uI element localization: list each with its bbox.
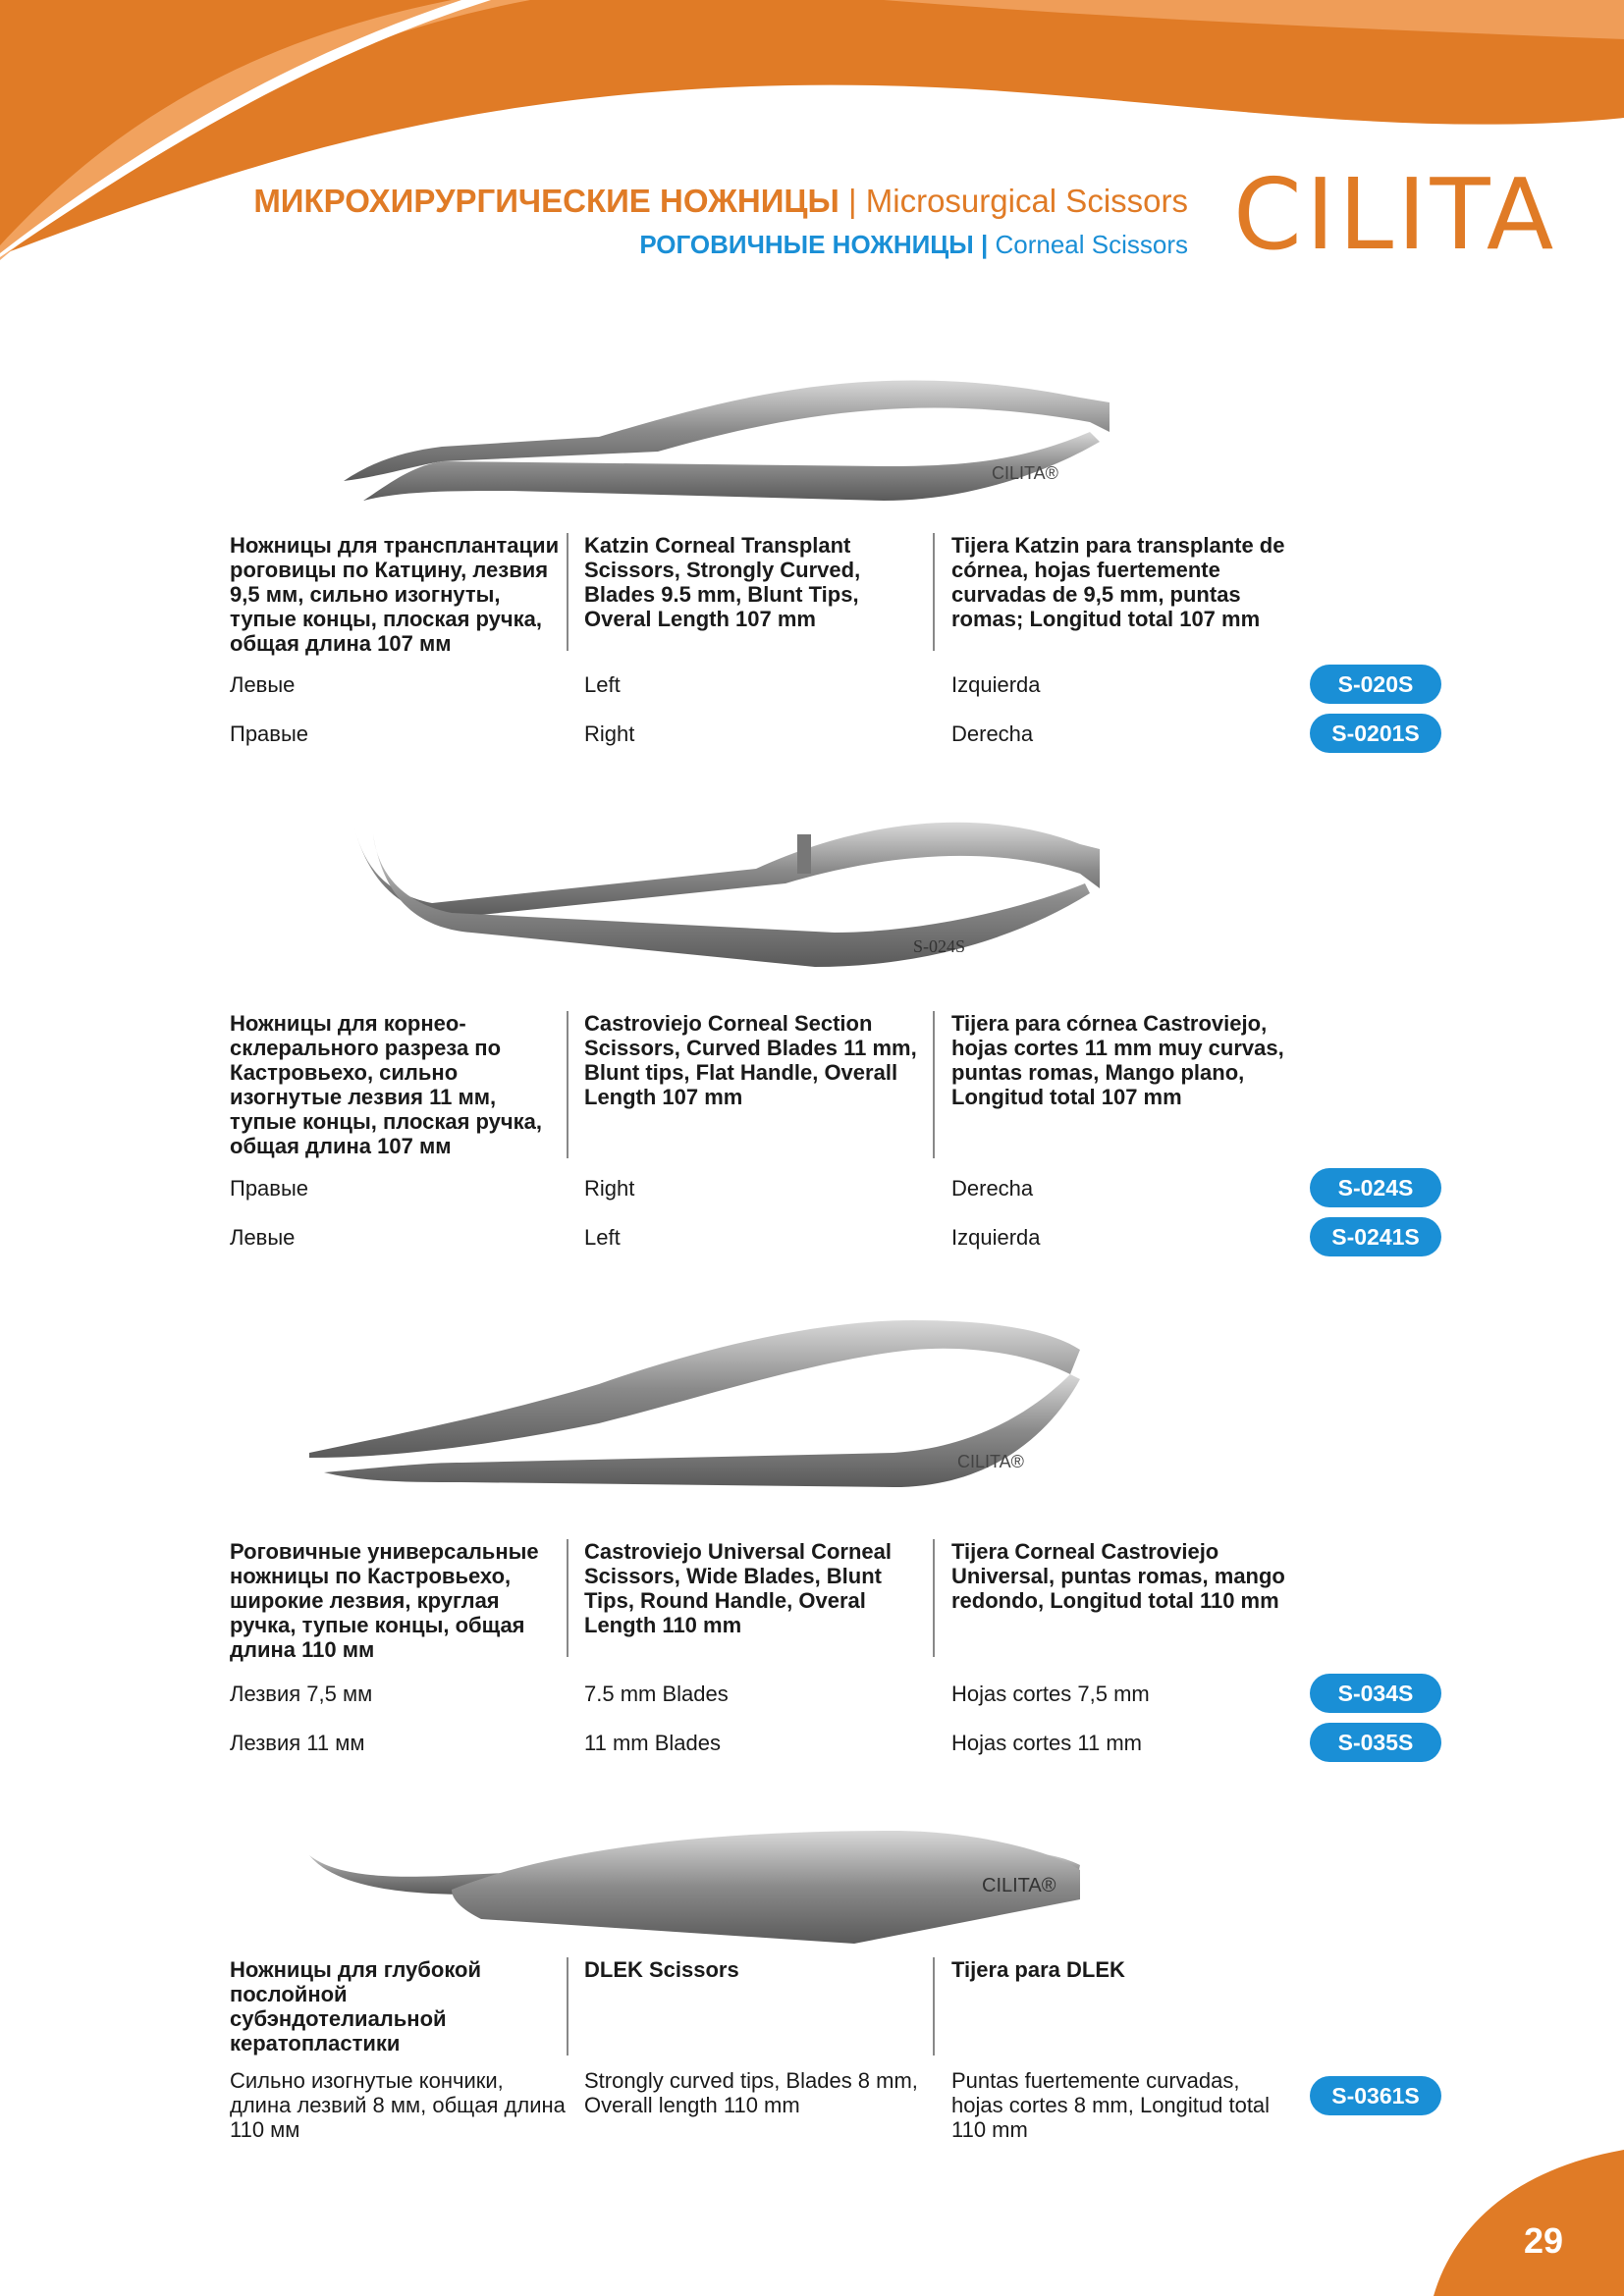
variant-row <box>0 1217 1624 1256</box>
variant-es: Derecha <box>951 721 1034 746</box>
desc-en: Katzin Corneal Transplant Scissors, Strongly Curved, Blades 9.5 mm, Blunt Tips, Overal Length 107 mm <box>584 533 861 631</box>
product-image-castroviejo-universal-scissors <box>304 1306 1168 1502</box>
product-code-badge: S-0201S <box>1310 714 1441 753</box>
variant-row <box>0 1168 1624 1207</box>
desc-es: Tijera Corneal Castroviejo Universal, puntas romas, mango redondo, Longitud total 110 mm <box>951 1539 1285 1613</box>
desc-en: Castroviejo Universal Corneal Scissors, Wide Blades, Blunt Tips, Round Handle, Overal Length 110 mm <box>584 1539 893 1637</box>
variant-ru: Правые <box>230 721 309 746</box>
variant-en: Strongly curved tips, Blades 8 mm, Overall length 110 mm <box>584 2068 918 2117</box>
product-code-badge: S-0361S <box>1310 2076 1441 2115</box>
desc-es: Tijera para DLEK <box>951 1957 1125 1982</box>
product-image-castroviejo-section-scissors <box>324 795 1168 982</box>
desc-en: Castroviejo Corneal Section Scissors, Curved Blades 11 mm, Blunt tips, Flat Handle, Overall Length 107 mm <box>584 1011 917 1109</box>
variant-es: Hojas cortes 7,5 mm <box>951 1682 1150 1706</box>
subcategory-title <box>253 230 1188 260</box>
desc-ru: Ножницы для корнео-склерального разреза по Кастровьехо, сильно изогнутые лезвия 11 мм, тупые концы, плоская ручка, общая длина 107 мм <box>230 1011 543 1158</box>
desc-es: Tijera Katzin para transplante de córnea, hojas fuertemente curvadas de 9,5 mm, puntas romas; Longitud total 107 mm <box>951 533 1285 631</box>
variant-row <box>0 2068 1624 2142</box>
product-code-badge: S-034S <box>1310 1674 1441 1713</box>
subcategory-title-en: Corneal Scissors <box>995 230 1188 259</box>
variant-es: Puntas fuertemente curvadas, hojas cortes 8 mm, Longitud total 110 mm <box>951 2068 1271 2142</box>
variant-en: 7.5 mm Blades <box>584 1682 729 1706</box>
product-code-badge: S-024S <box>1310 1168 1441 1207</box>
variant-es: Derecha <box>951 1176 1034 1201</box>
variant-ru: Левые <box>230 1225 296 1250</box>
variant-row <box>0 1674 1624 1713</box>
subcategory-title-ru: РОГОВИЧНЫЕ НОЖНИЦЫ <box>639 230 974 259</box>
column-divider <box>933 1011 935 1158</box>
variant-row <box>0 1723 1624 1762</box>
column-divider <box>567 1011 568 1158</box>
variant-en: 11 mm Blades <box>584 1731 721 1755</box>
desc-ru: Роговичные универсальные ножницы по Кастровьехо, широкие лезвия, круглая ручка, тупые концы, общая длина 110 мм <box>230 1539 539 1662</box>
title-separator: | <box>839 183 866 219</box>
product-image-dlek-scissors <box>304 1811 1168 1978</box>
variant-row <box>0 714 1624 753</box>
page-title <box>253 183 1188 260</box>
variant-es: Izquierda <box>951 1225 1041 1250</box>
brand-logo: CILITA <box>1233 157 1558 272</box>
variant-ru: Лезвия 11 мм <box>230 1731 365 1755</box>
desc-ru: Ножницы для трансплантации роговицы по Катцину, лезвия 9,5 мм, сильно изогнуты, тупые концы, плоская ручка, общая длина 107 мм <box>230 533 560 656</box>
variant-ru: Лезвия 7,5 мм <box>230 1682 373 1706</box>
subtitle-separator: | <box>973 230 996 259</box>
variant-ru: Правые <box>230 1176 309 1201</box>
column-divider <box>933 1957 935 2056</box>
variant-en: Right <box>584 1176 635 1201</box>
product-code-badge: S-035S <box>1310 1723 1441 1762</box>
variant-en: Right <box>584 721 635 746</box>
desc-ru: Ножницы для глубокой послойной субэндотелиальной кератопластики <box>230 1957 482 2056</box>
variant-es: Hojas cortes 11 mm <box>951 1731 1142 1755</box>
product-code-badge: S-0241S <box>1310 1217 1441 1256</box>
engraving-text: CILITA® <box>992 463 1058 483</box>
column-divider <box>567 533 568 651</box>
desc-es: Tijera para córnea Castroviejo, hojas cortes 11 mm muy curvas, puntas romas, Mango plano, Longitud total 107 mm <box>951 1011 1284 1109</box>
page-number: 29 <box>1524 2220 1564 2261</box>
category-title <box>253 183 1188 220</box>
product-code-badge: S-020S <box>1310 665 1441 704</box>
variant-row <box>0 665 1624 704</box>
category-title-ru: МИКРОХИРУРГИЧЕСКИЕ НОЖНИЦЫ <box>253 183 839 219</box>
variant-es: Izquierda <box>951 672 1041 697</box>
variant-en: Left <box>584 1225 621 1250</box>
variant-ru: Сильно изогнутые кончики, длина лезвий 8 мм, общая длина 110 мм <box>230 2068 566 2142</box>
engraving-text: CILITA® <box>957 1452 1024 1471</box>
category-title-en: Microsurgical Scissors <box>865 183 1188 219</box>
column-divider <box>567 1957 568 2056</box>
column-divider <box>933 1539 935 1657</box>
product-image-katzin-scissors <box>334 353 1168 510</box>
variant-en: Left <box>584 672 621 697</box>
engraving-text: CILITA® <box>982 1875 1056 1896</box>
engraving-text: S-024S <box>913 936 966 956</box>
column-divider <box>933 533 935 651</box>
desc-en: DLEK Scissors <box>584 1957 739 1982</box>
column-divider <box>567 1539 568 1657</box>
variant-ru: Левые <box>230 672 296 697</box>
